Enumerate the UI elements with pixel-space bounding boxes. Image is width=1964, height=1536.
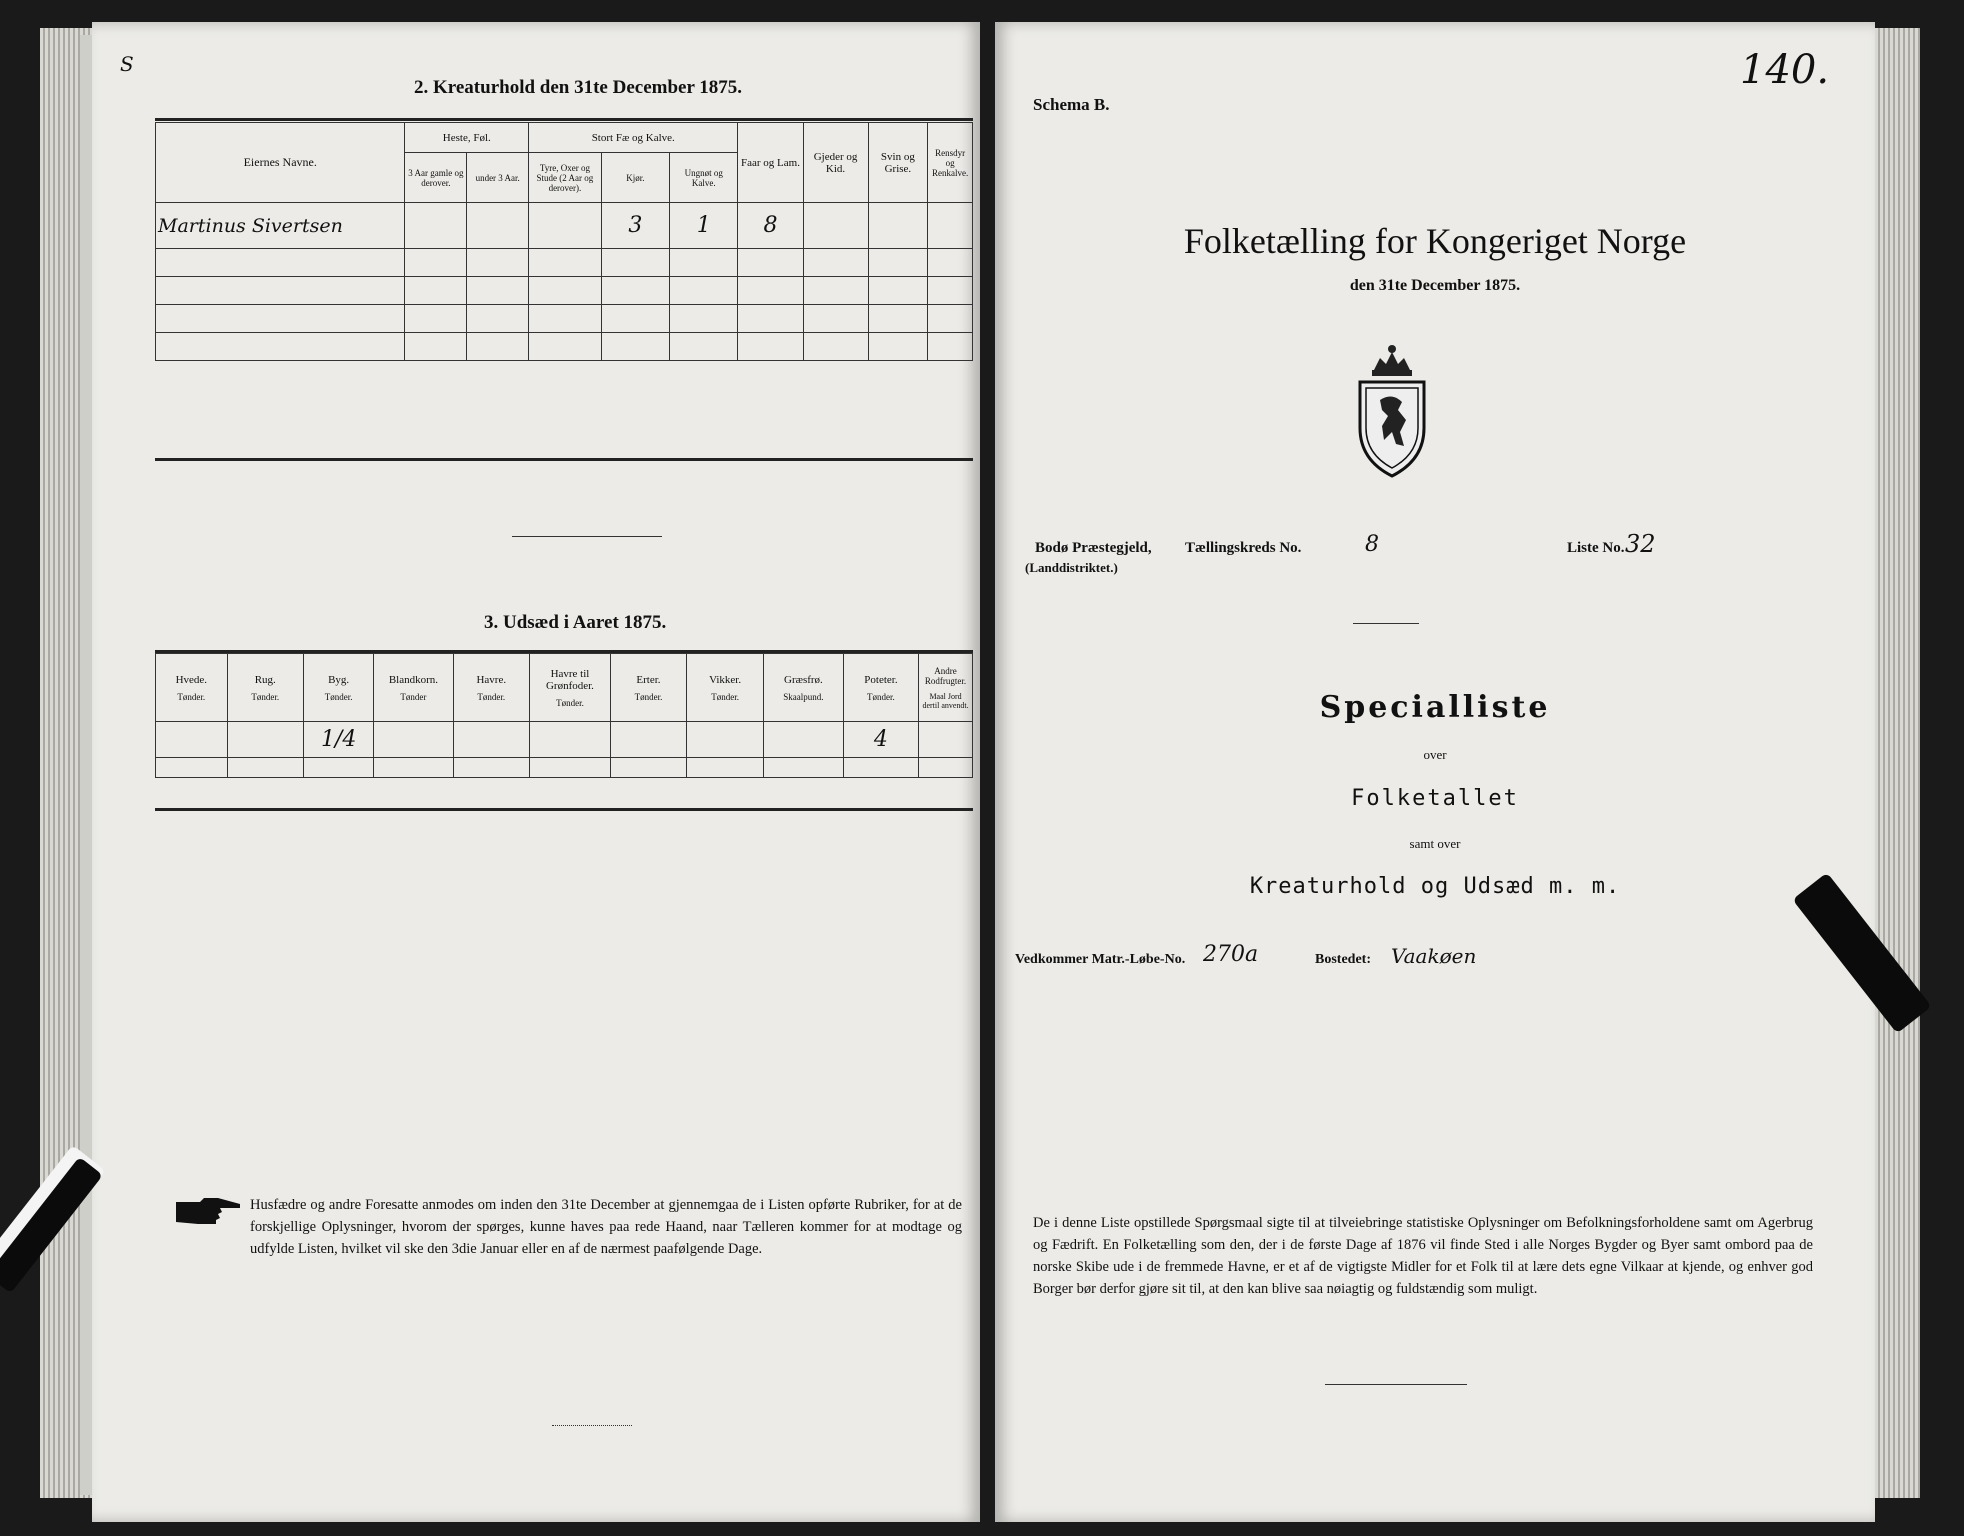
horses-sub1: 3 Aar gamle og derover. [405,153,467,203]
separator-rule [512,536,662,537]
sowing-empty-cell [453,758,530,778]
instruction-note: Husfædre og andre Foresatte anmodes om inden den 31te December at gjennemgaa de i Listen opførte Rubriker, for at de forskjellige Oplysninger, hvorom der spørges, kunne haves paa rede Haand, naar Tælleren kommer for at modtage og udfylde Listen, hvilket vil ske den 3die Januar eller en af de nærmest paafølgende Dage. [250,1197,962,1257]
sheep-value: 8 [763,213,778,238]
owner-header: Eiernes Navne. [156,123,405,203]
section2-bottom-rule [155,458,973,461]
sowing-header-cell [374,654,453,722]
sowing-header-cell [610,654,686,722]
pointing-hand-icon [174,1194,244,1228]
sowing-value-cell [687,722,764,758]
coat-of-arms-icon [1352,340,1432,480]
sheep-header: Faar og Lam. [738,123,803,203]
bottom-rule [552,1425,632,1427]
sowing-value-cell [530,722,611,758]
sowing-header-name: Erter. [636,673,661,686]
sowing-header-cell [453,654,530,722]
sowing-header-unit: Tønder. [634,691,663,702]
sowing-value-cell [156,722,228,758]
cows-value: 3 [628,213,643,238]
sowing-empty-cell [303,758,373,778]
sowing-value-cell [919,722,973,758]
main-title: Folketælling for Kongeriget Norge [1183,221,1687,261]
sowing-header-name: Havre. [476,673,507,686]
livestock-table [155,122,973,361]
sowing-value-cell [453,722,530,758]
bosted-value: Vaakøen [1391,944,1477,968]
sowing-header-unit: Tønder. [711,691,739,702]
left-page [92,22,980,1522]
folketallet-label: Folketallet [1351,786,1519,811]
sowing-header-unit: Skaalpund. [783,691,824,702]
parish-sub: (Landdistriktet.) [1025,560,1118,575]
section2-top-rule [155,118,973,121]
sowing-header-unit: Tønder. [867,691,895,702]
sowing-value: 1/4 [320,727,357,752]
cattle-sub3: Ungnøt og Kalve. [670,153,738,203]
owner-name: Martinus Sivertsen [158,214,343,237]
sowing-empty-cell [156,758,228,778]
right-page [995,22,1875,1522]
sowing-header-name: Andre Rodfrugter. [924,665,967,686]
horses-sub2: under 3 Aar. [467,153,529,203]
footer-text: De i denne Liste opstillede Spørgsmaal sigte til at tilveiebringe statistiske Oplysninger om Befolkningsforholdene samt om Agerbrug og Fædrift. En Folketælling som den, der i de første Dage af 1876 vil finde Sted i alle Norges Bygder og Byer samt ombord paa de norske Skibe ude i de fremmede Havne, er et af de vigtigste Midler for et Folk til at lære dets egne Vilkaar at kjende, og enhver god Borger bør derfor gjøre sit til, at den kan blive saa nøiagtig og fuldstændig som muligt. [1033,1215,1813,1297]
samt-over-label: samt over [1409,836,1461,851]
sowing-empty-cell [610,758,686,778]
sowing-value-cell [303,722,373,758]
kreaturhold-label: Kreaturhold og Udsæd m. m. [1249,874,1621,899]
sowing-value: 4 [873,727,888,752]
goats-header: Gjeder og Kid. [803,123,868,203]
sowing-header-cell [227,654,303,722]
sowing-header-cell [687,654,764,722]
sowing-empty-cell [764,758,844,778]
sowing-header-unit: Tønder. [177,691,206,702]
reindeer-header: Rensdyr og Renkalve. [928,123,973,203]
sowing-header-unit: Tønder. [251,691,280,702]
sowing-header-name: Hvede. [175,673,208,686]
sowing-value-cell [374,722,453,758]
sowing-empty-cell [374,758,453,778]
sowing-header-unit: Maal Jord dertil anvendt. [922,691,969,710]
divider-2 [1325,1384,1467,1385]
sowing-header-cell [156,654,228,722]
cattle-sub2: Kjør. [601,153,669,203]
sowing-header-name: Byg. [328,673,350,686]
sowing-value-cell [610,722,686,758]
specialliste-title: Specialliste [1319,690,1551,725]
over-label: over [1423,747,1447,762]
sowing-header-unit: Tønder. [324,691,353,702]
sowing-value-cell [843,722,918,758]
bosted-label: Bostedet: [1315,952,1371,967]
sowing-value-cell [227,722,303,758]
sowing-empty-cell [843,758,918,778]
cattle-header: Stort Fæ og Kalve. [529,123,738,153]
section2-title: 2. Kreaturhold den 31te December 1875. [414,77,743,98]
sowing-header-name: Græsfrø. [784,673,823,686]
sowing-header-cell [843,654,918,722]
list-number: 32 [1625,530,1656,558]
sowing-header-name: Vikker. [709,673,742,686]
parish: Bodø Præstegjeld, [1035,540,1152,556]
sowing-empty-cell [227,758,303,778]
sowing-empty-cell [919,758,973,778]
date-line: den 31te December 1875. [1349,277,1521,294]
corner-mark: S [120,52,134,76]
sowing-header-cell [764,654,844,722]
sowing-empty-cell [530,758,611,778]
schema-label: Schema B. [1033,95,1110,114]
sowing-header-unit: Tønder. [477,691,506,702]
list-label: Liste No. [1567,540,1625,556]
sowing-header-cell [303,654,373,722]
matr-label: Vedkommer Matr.-Løbe-No. [1015,952,1186,967]
district-number: 8 [1365,532,1379,557]
pigs-header: Svin og Grise. [868,123,928,203]
sowing-header-unit: Tønder [400,691,427,702]
table-row [156,203,973,249]
matr-value: 270a [1203,942,1259,967]
sowing-header-name: Havre til Grønfoder. [545,667,594,692]
district-label: Tællingskreds No. [1185,540,1302,556]
sowing-header-name: Rug. [254,673,276,686]
sowing-value-cell [764,722,844,758]
cattle-sub1: Tyre, Oxer og Stude (2 Aar og derover). [529,153,602,203]
sowing-table [155,653,973,778]
sowing-header-name: Blandkorn. [388,673,439,686]
sowing-header-name: Poteter. [864,673,898,686]
right-page-stack [1875,28,1920,1498]
sowing-header-unit: Tønder. [556,697,584,708]
section3-title: 3. Udsæd i Aaret 1875. [484,612,667,633]
horses-header: Heste, Føl. [405,123,529,153]
calves-value: 1 [696,213,711,238]
sowing-header-cell [919,654,973,722]
page-number: 140. [1740,47,1830,93]
sowing-header-cell [530,654,611,722]
sowing-empty-cell [687,758,764,778]
left-page-edge [80,35,92,1495]
divider-1 [1353,623,1419,624]
section3-bottom-rule [155,808,973,811]
